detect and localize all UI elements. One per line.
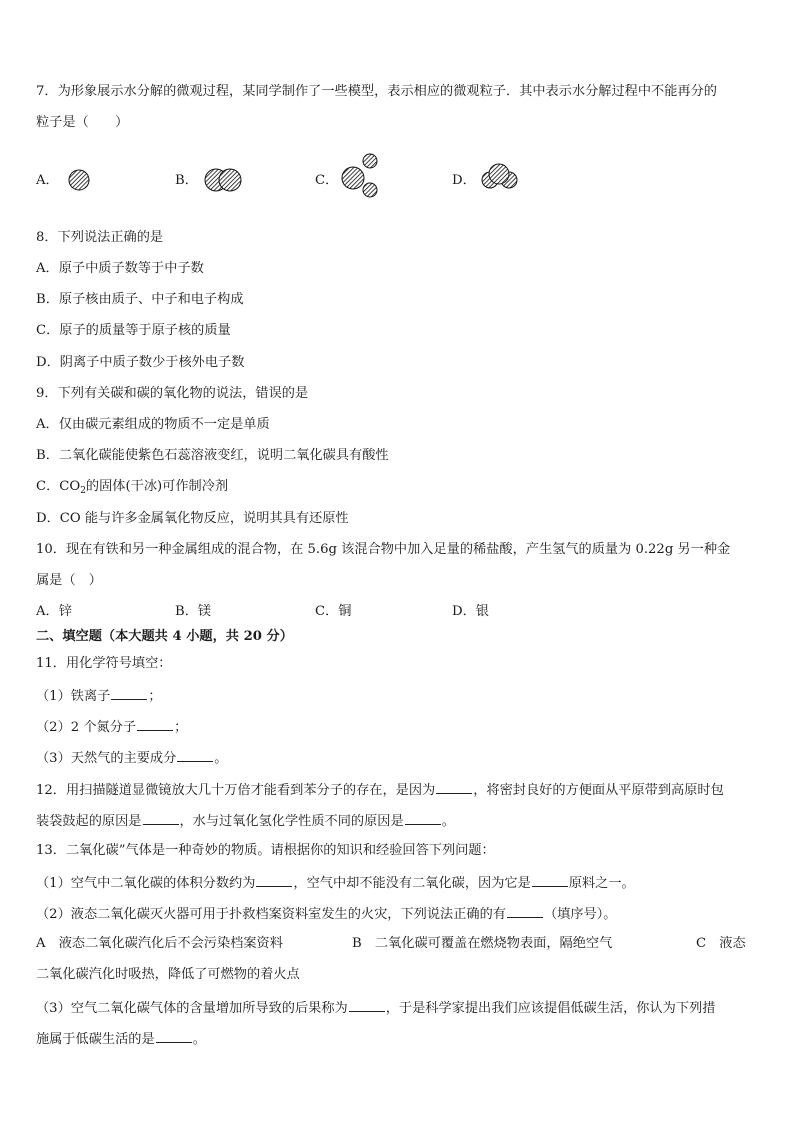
q9-option-d: D．CO 能与许多金属氧化物反应，说明其具有还原性 xyxy=(36,511,349,526)
q10-stem-line2: 属是（ ） xyxy=(36,573,102,588)
q13-option-a: A 液态二氧化碳汽化后不会污染档案资料 xyxy=(36,936,283,951)
q12-line1: 12．用扫描隧道显微镜放大几十万倍才能看到苯分子的存在，是因为 ，将密封良好的方便面从平原带到高原时包 xyxy=(36,780,724,800)
q7-option-b-label: B． xyxy=(175,173,198,188)
answer-blank xyxy=(532,873,568,887)
answer-blank xyxy=(111,686,147,700)
q7-option-d-label: D． xyxy=(452,173,476,188)
q10-option-b: B．镁 xyxy=(175,604,212,619)
q7-option-c-label: C． xyxy=(315,173,339,188)
answer-blank xyxy=(507,904,543,918)
q7-option-a-label: A． xyxy=(36,173,59,188)
q13-part1: （1）空气中二氧化碳的体积分数约为 ，空气中却不能没有二氧化碳，因为它是 原料之一。 xyxy=(36,873,635,893)
q11-part2: （2）2 个氮分子 ； xyxy=(36,717,187,737)
answer-blank xyxy=(137,717,173,731)
q7-option-d-water-molecule-model xyxy=(478,160,520,192)
q8-option-c: C．原子的质量等于原子核的质量 xyxy=(36,323,231,338)
q10-option-a: A．锌 xyxy=(36,604,72,619)
q9-option-b: B．二氧化碳能使紫色石蕊溶液变红，说明二氧化碳具有酸性 xyxy=(36,448,389,463)
q7-option-a-single-atom-model xyxy=(66,168,92,192)
answer-blank xyxy=(156,1029,192,1043)
answer-blank xyxy=(177,748,213,762)
q13-option-b: B 二氧化碳可覆盖在燃烧物表面，隔绝空气 xyxy=(352,936,613,951)
q7-option-c-water-molecule-model xyxy=(340,151,382,201)
q13-part3-continued: 施属于低碳生活的是 。 xyxy=(36,1029,206,1049)
q8-option-a: A．原子中质子数等于中子数 xyxy=(36,261,204,276)
q13-option-c-continued: 二氧化碳汽化时吸热，降低了可燃物的着火点 xyxy=(36,967,300,982)
q10-stem-line1: 10．现在有铁和另一种金属组成的混合物，在 5.6g 该混合物中加入足量的稀盐酸，产生氢气的质量为 0.22g 另一种金 xyxy=(36,542,731,557)
q9-option-a: A．仅由碳元素组成的物质不一定是单质 xyxy=(36,417,270,432)
answer-blank xyxy=(256,873,292,887)
q13-part2: （2）液态二氧化碳灭火器可用于扑救档案资料室发生的火灾，下列说法正确的有 （填序号）。 xyxy=(36,904,616,924)
q12-line2: 装袋鼓起的原因是 ，水与过氧化氢化学性质不同的原因是 。 xyxy=(36,811,455,831)
q10-option-d: D．银 xyxy=(452,604,489,619)
answer-blank xyxy=(349,998,385,1012)
q11-stem: 11．用化学符号填空： xyxy=(36,656,172,671)
q10-option-c: C．铜 xyxy=(315,604,352,619)
answer-blank xyxy=(143,811,179,825)
q8-stem: 8．下列说法正确的是 xyxy=(36,230,164,245)
q13-option-c: C 液态 xyxy=(696,936,746,951)
section-title-fill-in: 二、填空题（本大题共 4 小题，共 20 分） xyxy=(36,629,293,644)
q9-stem: 9．下列有关碳和碳的氧化物的说法，错误的是 xyxy=(36,386,309,401)
answer-blank xyxy=(405,811,441,825)
q11-part1: （1）铁离子 ； xyxy=(36,686,162,706)
q8-option-d: D．阴离子中质子数少于核外电子数 xyxy=(36,355,245,370)
q11-part3: （3）天然气的主要成分 。 xyxy=(36,748,227,768)
q9-option-c: C．$CO_2$的固体(干冰)可作制冷剂 xyxy=(36,479,229,496)
q7-stem-line2: 粒子是（ ） xyxy=(36,115,129,130)
q13-stem: 13．二氧化碳”气体是一种奇妙的物质。请根据你的知识和经验回答下列问题： xyxy=(36,843,495,858)
answer-blank xyxy=(436,780,472,794)
q7-stem-line1: 7．为形象展示水分解的微观过程，某同学制作了一些模型，表示相应的微观粒子．其中表示水分解过程中不能再分的 xyxy=(36,84,717,99)
q13-part3: （3）空气二氧化碳气体的含量增加所导致的后果称为 ，于是科学家提出我们应该提倡低碳生活，你认为下列措 xyxy=(36,998,715,1018)
q8-option-b: B．原子核由质子、中子和电子构成 xyxy=(36,292,244,307)
q7-option-b-two-atom-model xyxy=(204,166,244,194)
